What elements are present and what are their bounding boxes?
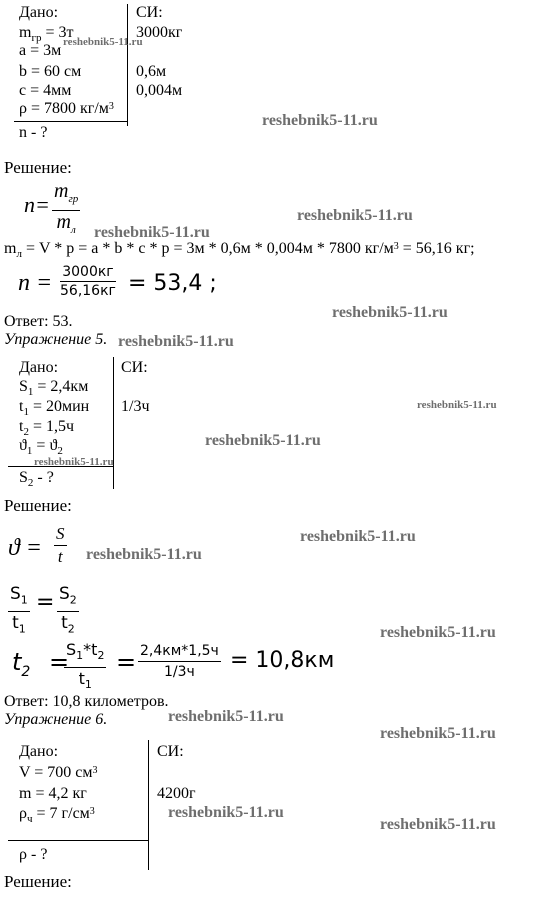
fraction-numerator: $S_1*t_2$ xyxy=(64,639,106,668)
given-mass: $m_{гр} = 3т$ xyxy=(19,24,74,45)
watermark: reshebnik5-11.ru xyxy=(205,432,321,449)
watermark: reshebnik5-11.ru xyxy=(86,546,202,563)
formula-t2-fraction-symbolic xyxy=(64,639,106,696)
watermark: reshebnik5-11.ru xyxy=(332,304,448,321)
formula-t2-rhs: = 10,8км xyxy=(230,648,335,673)
given-volume: V = 700 $см^3$ xyxy=(19,764,98,781)
given-mass-3: m = 4,2 кг xyxy=(19,785,87,802)
given-a: a = 3м xyxy=(19,42,62,59)
given-s1: $S_1 = 2,4км$ xyxy=(19,378,89,399)
formula-n-lhs: n= xyxy=(24,192,50,217)
watermark: reshebnik5-11.ru xyxy=(380,816,496,833)
formula-n-result-lhs: n = xyxy=(18,270,53,296)
si-value-mass: 3000кг xyxy=(136,24,183,41)
given-t1: $t_1 = 20мин$ xyxy=(19,398,90,419)
formula-t2-fraction-numeric xyxy=(138,641,221,682)
watermark: reshebnik5-11.ru xyxy=(417,399,497,411)
formula-velocity-fraction xyxy=(54,523,67,568)
watermark: reshebnik5-11.ru xyxy=(262,112,378,129)
given-b: b = 60 см xyxy=(19,63,82,80)
fraction-numerator: $m_{гр}$ xyxy=(52,180,80,211)
watermark: reshebnik5-11.ru xyxy=(118,333,234,350)
formula-proportion-left xyxy=(8,583,30,641)
given-label-2: Дано: xyxy=(19,359,59,376)
si-label-2: СИ: xyxy=(121,359,148,376)
formula-t2-eq1: = xyxy=(49,648,70,676)
fraction-numerator: $S_1$ xyxy=(8,583,30,612)
watermark: reshebnik5-11.ru xyxy=(300,528,416,545)
given-label-3: Дано: xyxy=(19,743,59,760)
watermark: reshebnik5-11.ru xyxy=(380,725,496,742)
watermark: reshebnik5-11.ru xyxy=(63,36,143,48)
si-value-t1: 1/3ч xyxy=(121,398,150,415)
formula-proportion-eq: = xyxy=(36,590,55,615)
si-value-b: 0,6м xyxy=(136,63,167,80)
formula-t2-lhs: $t_2$ xyxy=(12,648,31,680)
given-label-1: Дано: xyxy=(19,4,59,21)
fraction-denominator: $t_1$ xyxy=(12,613,26,636)
watermark: reshebnik5-11.ru xyxy=(297,207,413,224)
answer-2: Ответ: 10,8 километров. xyxy=(4,693,169,710)
given-velocity: $ϑ_1 = ϑ_2$ xyxy=(19,437,63,458)
watermark: reshebnik5-11.ru xyxy=(380,624,496,641)
given-underline-3 xyxy=(8,840,148,841)
fraction-denominator: t xyxy=(57,547,63,566)
given-divider-3 xyxy=(148,740,149,870)
solution-label-3: Решение: xyxy=(4,872,72,891)
given-t2: $t_2 = 1,5ч$ xyxy=(19,418,75,439)
fraction-numerator: S xyxy=(54,523,67,546)
exercise-6-heading: Упражнение 6. xyxy=(4,711,108,728)
given-c: c = 4мм xyxy=(19,82,72,99)
formula-proportion-right xyxy=(57,583,79,641)
solution-label-2: Решение: xyxy=(4,496,72,515)
formula-n-result-fraction xyxy=(60,263,116,300)
given-divider-1 xyxy=(127,4,128,126)
fraction-denominator: $m_л$ xyxy=(56,211,76,236)
fraction-denominator: 56,16кг xyxy=(60,283,116,299)
si-label-3: СИ: xyxy=(157,743,184,760)
answer-1: Ответ: 53. xyxy=(4,313,73,330)
watermark: reshebnik5-11.ru xyxy=(34,456,114,468)
si-value-c: 0,004м xyxy=(136,82,183,99)
find-quantity-2: $S_2$ - ? xyxy=(19,469,54,490)
fraction-denominator: $t_2$ xyxy=(61,613,75,636)
formula-velocity-lhs: ϑ = xyxy=(8,535,42,561)
find-quantity-3: ρ - ? xyxy=(19,846,48,863)
fraction-numerator: 2,4км*1,5ч xyxy=(138,641,221,662)
solution-label-1: Решение: xyxy=(4,158,72,177)
calc-line-mass: $m_л = V * p = a * b * c * p = 3м * 0,6м * 0,004м * 7800$ $кг/м^3 = 56,16$ кг; xyxy=(4,240,475,261)
formula-t2-eq2: = xyxy=(116,648,137,676)
formula-n-fraction xyxy=(52,180,80,241)
fraction-numerator: 3000кг xyxy=(62,264,114,280)
given-underline-1 xyxy=(14,121,127,122)
si-label-1: СИ: xyxy=(136,4,163,21)
watermark: reshebnik5-11.ru xyxy=(168,804,284,821)
fraction-denominator: $t_1$ xyxy=(78,669,92,692)
find-quantity-1: n - ? xyxy=(19,124,48,141)
si-value-mass-3: 4200г xyxy=(157,785,196,802)
exercise-5-heading: Упражнение 5. xyxy=(4,331,108,348)
fraction-numerator: $S_2$ xyxy=(57,583,79,612)
given-density: ρ = 7800 $кг/м^3$ xyxy=(19,100,114,117)
given-divider-2 xyxy=(113,357,114,489)
given-density-3: $\rho_ч = 7$ $г/см^3$ xyxy=(19,805,95,826)
formula-n-result-rhs: = 53,4 ; xyxy=(128,271,217,296)
watermark: reshebnik5-11.ru xyxy=(94,224,210,241)
watermark: reshebnik5-11.ru xyxy=(168,708,284,725)
fraction-denominator: 1/3ч xyxy=(164,664,195,680)
